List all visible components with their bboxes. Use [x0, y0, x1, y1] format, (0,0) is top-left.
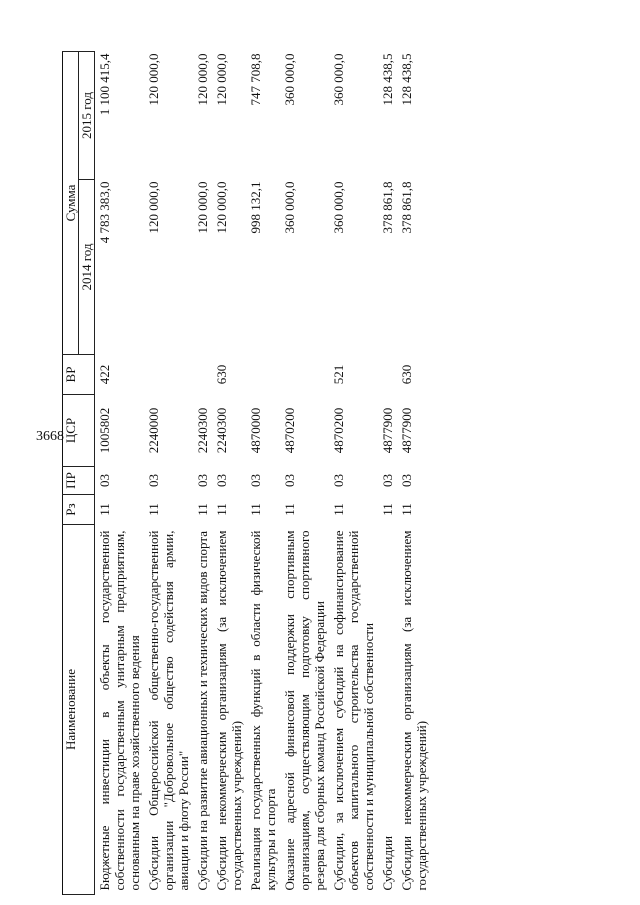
header-2014: 2014 год	[79, 180, 95, 355]
cell-name: Реализация государственных функций в области физической культуры и спорта	[248, 530, 278, 891]
cell-rz: 11	[214, 503, 229, 516]
cell-rz: 11	[399, 503, 414, 516]
header-2015: 2015 год	[79, 52, 95, 180]
cell-vr	[144, 355, 193, 395]
cell-y2014: 360 000,0	[331, 181, 346, 234]
table-row	[246, 52, 280, 895]
cell-pr: 03	[97, 474, 112, 487]
table-row	[329, 52, 378, 895]
table-body	[95, 52, 432, 895]
cell-name: Субсидии Общероссийской общественно-государственной организации "Добровольное общество содействия армии, авиации и флоту России"	[146, 530, 191, 891]
cell-name: Субсидии некоммерческим организациям (за исключением государственных учреждений)	[214, 530, 244, 891]
cell-rz: 11	[282, 503, 297, 516]
cell-csr: 4870200	[331, 407, 346, 454]
cell-name: Субсидии некоммерческим организациям (за исключением государственных учреждений)	[399, 530, 429, 891]
cell-y2014: 4 783 383,0	[97, 181, 112, 244]
cell-pr: 03	[248, 474, 263, 487]
cell-csr: 4870200	[282, 407, 297, 454]
cell-vr	[378, 355, 397, 395]
cell-csr: 2240300	[195, 407, 210, 454]
cell-vr	[280, 355, 329, 395]
cell-vr: 422	[97, 364, 112, 385]
cell-y2015: 1 100 415,4	[97, 53, 112, 116]
cell-vr	[246, 355, 280, 395]
table-row	[144, 52, 193, 895]
cell-pr: 03	[282, 474, 297, 487]
cell-name: Субсидии на развитие авиационных и технических видов спорта	[195, 531, 210, 891]
cell-y2014: 998 132,1	[248, 181, 263, 234]
cell-name: Оказание адресной финансовой поддержки спортивным организациям, осуществляющим подготовку спортивного резерва для сборных команд Российской Федерации	[282, 530, 327, 891]
cell-y2014: 378 861,8	[380, 181, 395, 234]
cell-y2015: 128 438,5	[399, 53, 414, 106]
cell-y2014: 120 000,0	[146, 181, 161, 234]
cell-pr: 03	[380, 474, 395, 487]
cell-y2015: 120 000,0	[195, 53, 210, 106]
cell-rz: 11	[146, 503, 161, 516]
cell-name: Субсидии, за исключением субсидий на софинансирование объектов капитального строительства государственной собственности и муниципальной собственности	[331, 530, 376, 891]
cell-y2015: 120 000,0	[146, 53, 161, 106]
cell-csr: 2240300	[214, 407, 229, 454]
header-csr: ЦСР	[63, 395, 95, 467]
cell-name: Бюджетные инвестиции в объекты государственной собственности государственным унитарным предприятиям, основанным на праве хозяйственного ведения	[97, 530, 142, 891]
cell-csr: 4870000	[248, 407, 263, 454]
table-row	[280, 52, 329, 895]
table-row	[378, 52, 397, 895]
cell-vr	[193, 355, 212, 395]
cell-y2014: 120 000,0	[195, 181, 210, 234]
cell-pr: 03	[331, 474, 346, 487]
header-vr: ВР	[63, 355, 95, 395]
table-row	[193, 52, 212, 895]
cell-y2014: 378 861,8	[399, 181, 414, 234]
cell-y2015: 120 000,0	[214, 53, 229, 106]
cell-csr: 2240000	[146, 407, 161, 454]
cell-y2014: 120 000,0	[214, 181, 229, 234]
header-sum: Сумма	[63, 52, 79, 355]
cell-rz: 11	[97, 503, 112, 516]
cell-pr: 03	[195, 474, 210, 487]
header-name: Наименование	[63, 525, 95, 895]
cell-vr: 630	[399, 364, 414, 385]
cell-rz: 11	[380, 503, 395, 516]
header-rz: Рз	[63, 495, 95, 525]
cell-rz: 11	[195, 503, 210, 516]
table-row	[212, 52, 246, 895]
cell-y2015: 360 000,0	[331, 53, 346, 106]
table-row	[397, 52, 431, 895]
cell-y2015: 360 000,0	[282, 53, 297, 106]
cell-pr: 03	[399, 474, 414, 487]
cell-vr: 630	[214, 364, 229, 385]
cell-csr: 4877900	[399, 407, 414, 454]
budget-table	[62, 51, 431, 895]
table-row	[95, 52, 145, 895]
cell-csr: 4877900	[380, 407, 395, 454]
cell-name: Субсидии	[380, 835, 395, 891]
cell-y2015: 747 708,8	[248, 53, 263, 106]
cell-pr: 03	[214, 474, 229, 487]
cell-vr: 521	[331, 364, 346, 385]
cell-csr: 1005802	[97, 407, 112, 454]
cell-y2015: 128 438,5	[380, 53, 395, 106]
cell-y2014: 360 000,0	[282, 181, 297, 234]
cell-pr: 03	[146, 474, 161, 487]
page-number: 3668	[36, 429, 64, 444]
cell-rz: 11	[248, 503, 263, 516]
cell-rz: 11	[331, 503, 346, 516]
header-pr: ПР	[63, 467, 95, 495]
